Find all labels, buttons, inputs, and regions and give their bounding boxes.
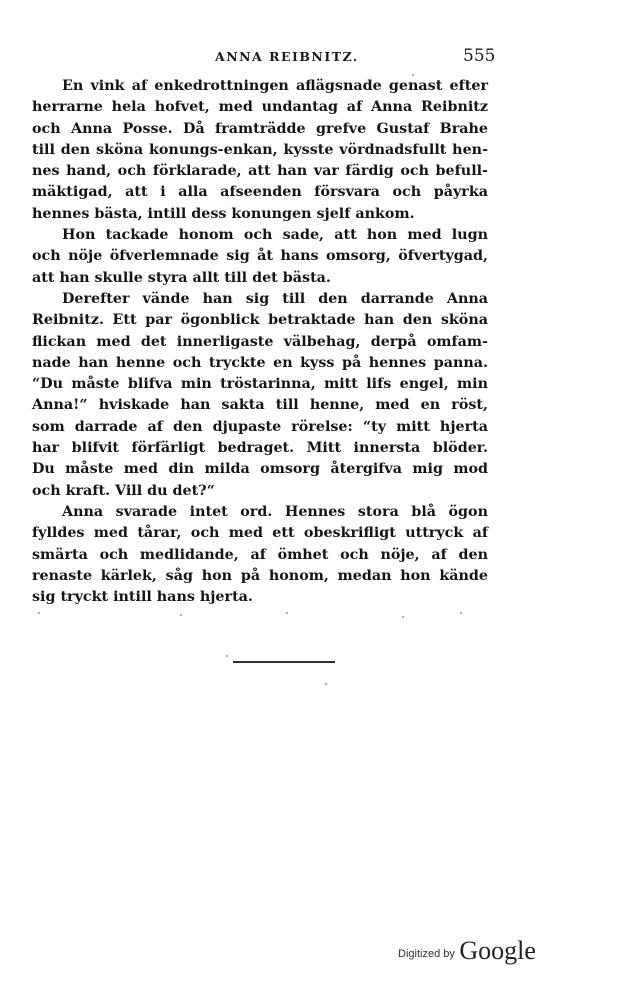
text-line: flickan med det innerligaste välbehag, derpå omfam- bbox=[32, 333, 488, 350]
body-text bbox=[32, 76, 488, 608]
text-line: fylldes med tårar, och med ett obeskrifligt uttryck af bbox=[32, 525, 488, 542]
text-line: nes hand, och förklarade, att han var färdig och befull- bbox=[32, 163, 488, 180]
text-line: har blifvit förfärligt bedraget. Mitt innersta blöder. bbox=[32, 440, 488, 457]
text-line: Du måste med din milda omsorg återgifva mig mod bbox=[32, 461, 488, 478]
page-number: 555 bbox=[463, 46, 496, 66]
text-line: Anna!“ hviskade han sakta till henne, med en röst, bbox=[32, 397, 488, 414]
running-title: ANNA REIBNITZ. bbox=[215, 49, 359, 64]
section-divider bbox=[233, 661, 335, 663]
google-logo-text: Google bbox=[459, 936, 536, 965]
text-line: smärta och medlidande, af ömhet och nöje, af den bbox=[32, 546, 488, 563]
text-line: sig tryckt intill hans hjerta. bbox=[32, 589, 253, 606]
running-head bbox=[0, 46, 624, 66]
text-line: mäktigad, att i alla afseenden försvara och påyrka bbox=[32, 184, 488, 201]
digitized-label: Digitized by bbox=[398, 948, 455, 960]
text-line: En vink af enkedrottningen aflägsnade genast efter bbox=[62, 78, 488, 94]
text-line: Reibnitz. Ett par ögonblick betraktade han den sköna bbox=[32, 312, 488, 329]
text-line: Anna svarade intet ord. Hennes stora blå ögon bbox=[62, 503, 488, 520]
text-line: Derefter vände han sig till den darrande Anna bbox=[62, 290, 488, 307]
text-line: renaste kärlek, såg hon på honom, medan hon kände bbox=[32, 567, 488, 584]
text-line: som darrade af den djupaste rörelse: “ty mitt hjerta bbox=[32, 418, 488, 435]
text-line: herrarne hela hofvet, med undantag af Anna Reibnitz bbox=[32, 99, 488, 116]
text-line: och Anna Posse. Då framträdde grefve Gustaf Brahe bbox=[32, 120, 488, 137]
digitized-by-watermark bbox=[398, 936, 536, 966]
text-line: hennes bästa, intill dess konungen sjelf ankom. bbox=[32, 205, 415, 222]
text-line: “Du måste blifva min tröstarinna, mitt lifs engel, min bbox=[32, 376, 488, 393]
text-line: till den sköna konungs-enkan, kysste vördnadsfullt hen- bbox=[32, 141, 488, 158]
text-line: nade han henne och tryckte en kyss på hennes panna. bbox=[32, 354, 488, 371]
text-line: och kraft. Vill du det?“ bbox=[32, 482, 215, 499]
text-line: att han skulle styra allt till det bästa. bbox=[32, 269, 331, 286]
text-line: och nöje öfverlemnade sig åt hans omsorg, öfvertygad, bbox=[32, 248, 488, 265]
text-line: Hon tackade honom och sade, att hon med lugn bbox=[62, 227, 488, 244]
